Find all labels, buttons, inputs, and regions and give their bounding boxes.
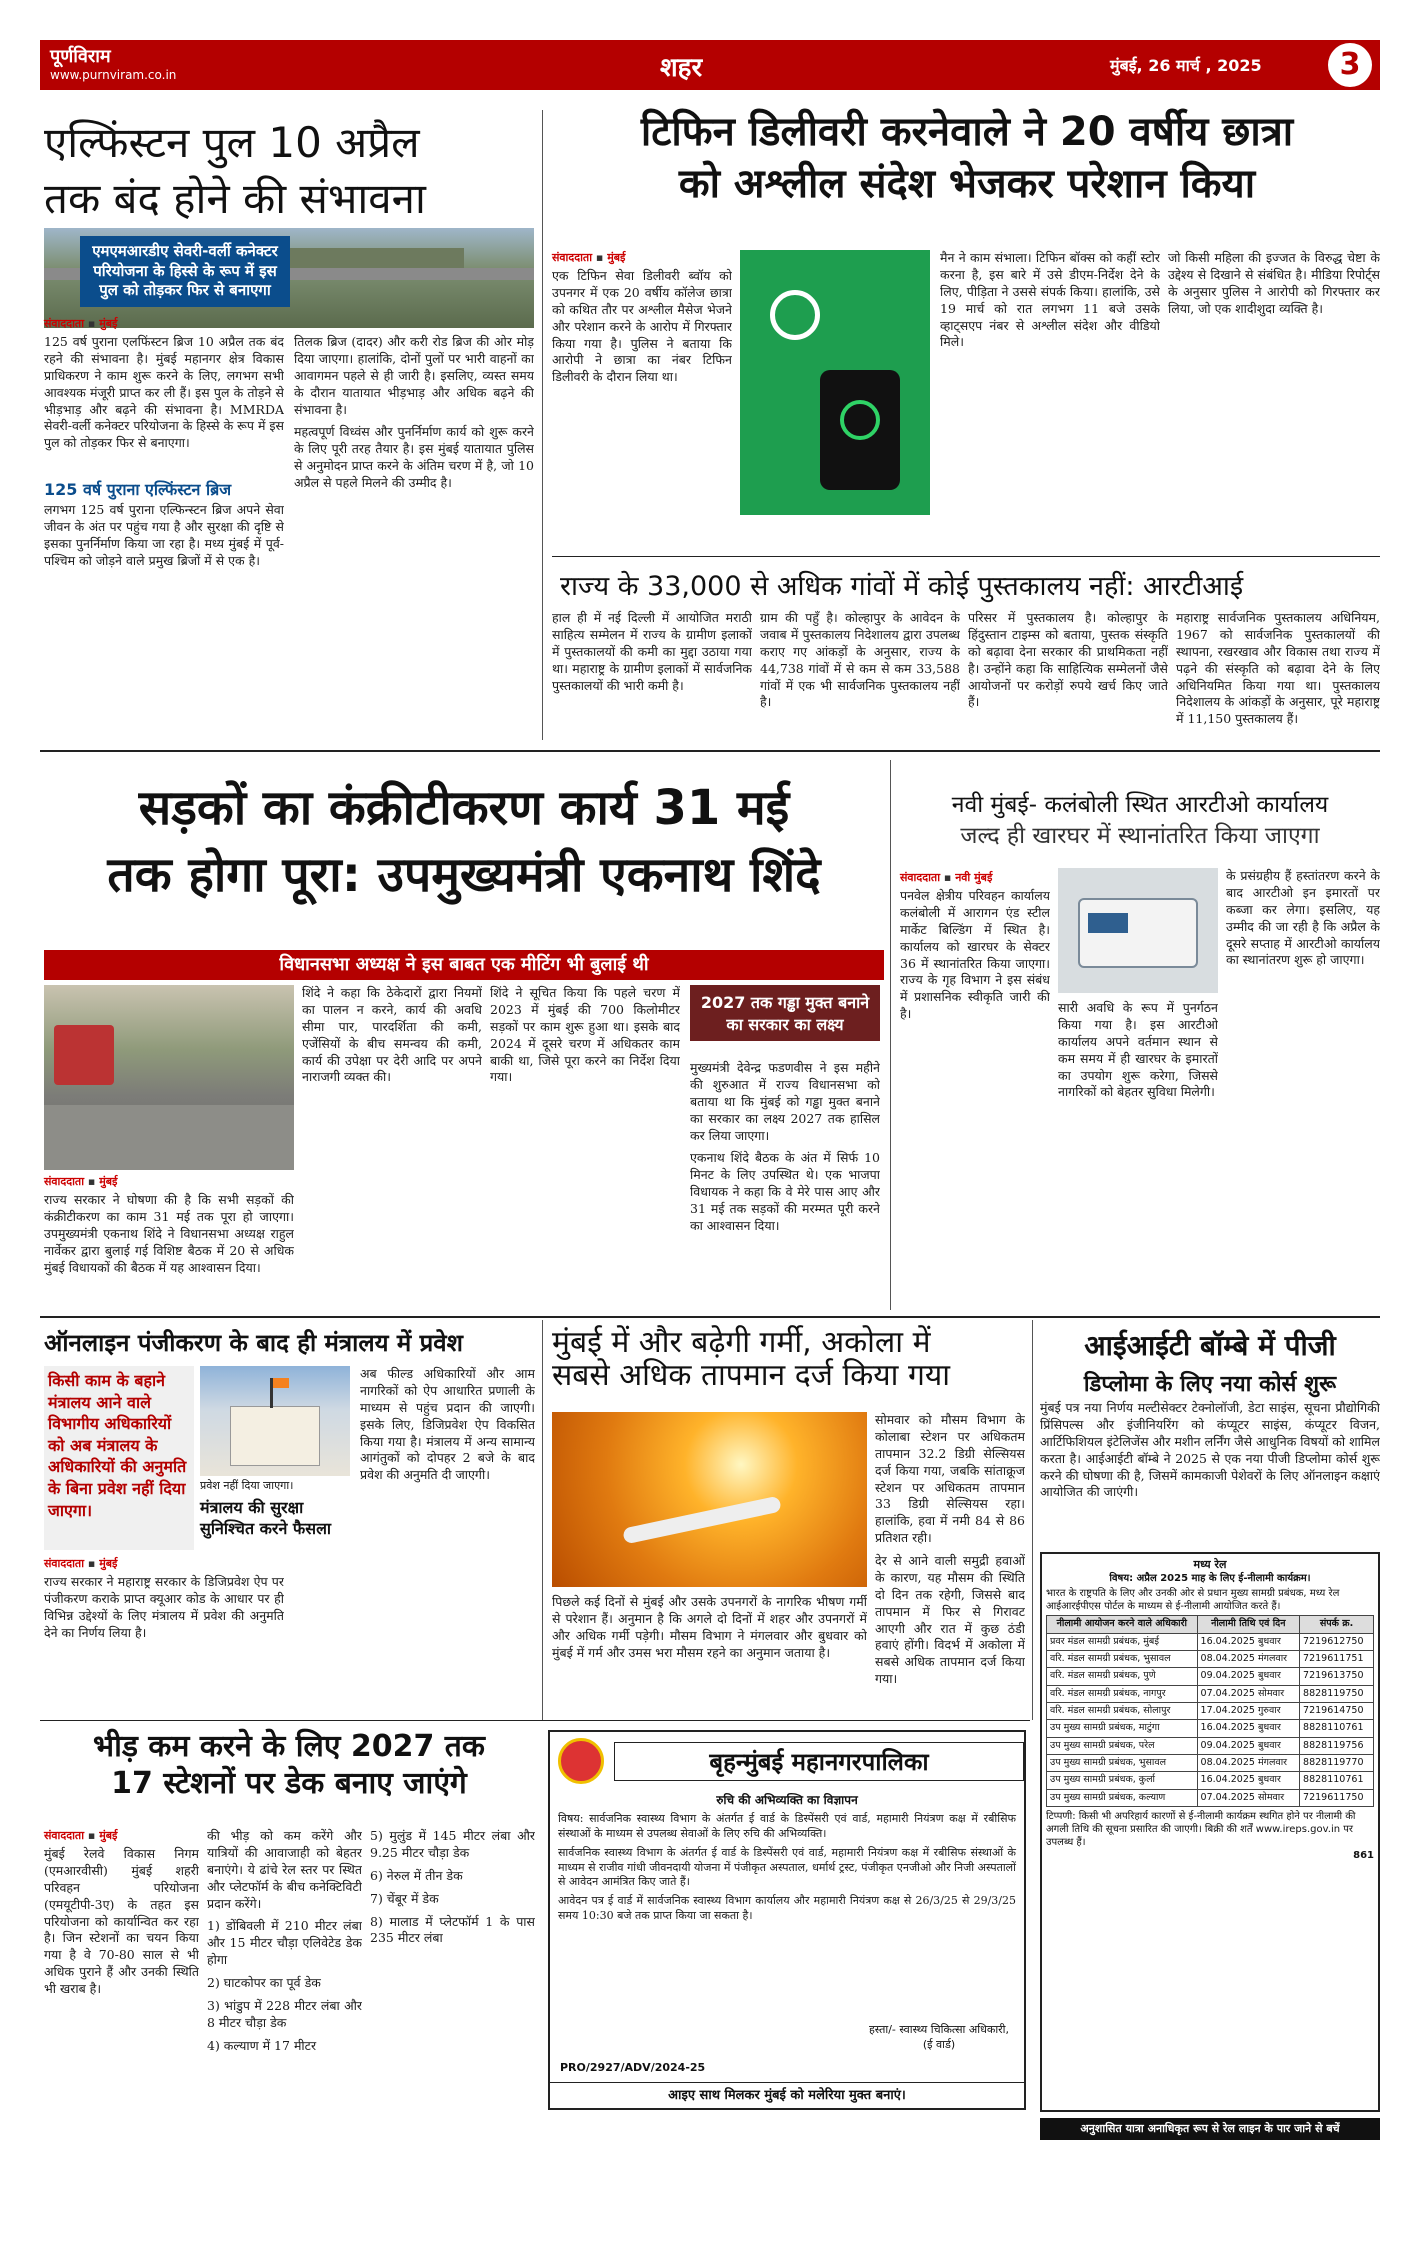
whatsapp-logo-icon — [770, 290, 820, 340]
bmc-ad-body-2: सार्वजनिक स्वास्थ्य विभाग के अंतर्गत ई वार्ड के डिस्पेंसरी एवं वार्ड, महामारी नियंत्रण कक्ष में रबीसिफ संस्थाओं के माध्यम से राजीव गांधी जीवनदायी योजना में पंजीकृत अस्पताल, धर्मार्थ ट्रस्ट, पंजीकृत एनजीओ और निजी अस्पतालों से आवेदन आमंत्रित किए जाते हैं। — [558, 1845, 1016, 1889]
heat-col-1 — [552, 1594, 867, 1704]
table-cell: 07.04.2025 सोमवार — [1197, 1685, 1300, 1702]
bridge-col-1b — [44, 502, 284, 732]
bridge-headline-line-1: एल्फिंस्टन पुल 10 अप्रैल — [44, 118, 420, 167]
railway-auction-table — [1046, 1615, 1374, 1807]
thermometer-icon — [622, 1496, 782, 1545]
roads-body-5: मुख्यमंत्री देवेन्द्र फडणवीस ने इस महीने की शुरुआत में राज्य विधानसभा को बताया था कि मुंबई को गड्ढा मुक्त बनाने का सरकार का लक्ष्य 2027 तक हासिल कर लिया जाएगा। — [690, 1060, 880, 1143]
mantralaya-dateline: संवाददाता ▪ मुंबई — [44, 1557, 118, 1570]
heat-body-1: पिछले कई दिनों से मुंबई और उसके उपनगरों के नागरिक भीषण गर्मी से परेशान हैं। अनुमान है कि अगले दो दिनों में शहर और उपनगरों में और अधिक गर्मी पड़ेगी। मौसम विभाग ने मंगलवार और बुधवार को मुंबई में गर्म और उमस भरा मौसम रहने का अनुमान जताया है। — [552, 1594, 867, 1660]
table-cell: 09.04.2025 बुधवार — [1197, 1668, 1300, 1685]
iit-body — [1040, 1400, 1380, 1542]
table-cell: 17.04.2025 गुरुवार — [1197, 1703, 1300, 1720]
table-row — [1047, 1703, 1374, 1720]
bridge-col-2 — [294, 334, 534, 734]
heat-body-2: सोमवार को मौसम विभाग के कोलाबा स्टेशन पर अधिकतम तापमान 32.2 डिग्री सेल्सियस दर्ज किया गया, जबकि सांताक्रूज स्टेशन पर अधिकतम तापमान 33 डिग्री सेल्सियस रहा। हालांकि, हवा में नमी 84 से 86 प्रतिशत रही। — [875, 1412, 1025, 1546]
dateline-city: मुंबई — [99, 1829, 118, 1842]
dateline-source: संवाददाता — [44, 1175, 85, 1188]
rto-body-3: सारी अवधि के रूप में पुनर्गठन किया गया है। इस आरटीओ कार्यालय अपने वर्तमान स्थान से कम समय में ही खारघर के इमारतों का उपयोग शुरू करेगा, जिससे नागरिकों को बेहतर सुविधा मिलेगी। — [1058, 1000, 1218, 1100]
mantralaya-building-photo — [200, 1366, 350, 1476]
tiffin-body-2: मैन ने काम संभाला। टिफिन बॉक्स को कहीं स्टोर करना है, इस बारे में उसे डीएम-निर्देश देने के लिए, पीड़िता ने उससे संपर्क किया। हालांकि, उसे 19 मार्च को रात लगभग 11 बजे उसके व्हाट्सएप नंबर से अश्लील संदेश और वीडियो मिले। — [940, 250, 1160, 350]
table-cell: 8828110761 — [1300, 1772, 1374, 1789]
heat-body-3: देर से आने वाली समुद्री हवाओं के कारण, यह मौसम की स्थिति दो दिन तक रहेगी, जिससे बाद तापमान में फिर से गिरावट आएगी और रात में कुछ ठंडी हवाएं होंगी। विदर्भ में अकोला में सबसे अधिक तापमान दर्ज किया गया। — [875, 1553, 1025, 1687]
bmc-ad-body-3: आवेदन पत्र ई वार्ड में सार्वजनिक स्वास्थ्य विभाग कार्यालय और महामारी नियंत्रण कक्ष से 26/3/25 से 29/3/25 समय 10:30 बजे तक प्राप्त किया जा सकता है। — [558, 1894, 1016, 1923]
rto-col-2 — [1058, 1000, 1218, 1308]
table-row — [1047, 1720, 1374, 1737]
list-item: 7) चेंबूर में डेक — [370, 1890, 439, 1906]
bmc-ad-slogan: आइए साथ मिलकर मुंबई को मलेरिया मुक्त बनाएं। — [550, 2082, 1024, 2108]
issue-date: मुंबई, 26 मार्च , 2025 — [1110, 56, 1262, 75]
table-cell: 16.04.2025 बुधवार — [1197, 1772, 1300, 1789]
bridge-body-3: तिलक ब्रिज (दादर) और करी रोड ब्रिज की ओर मोड़ दिया जाएगा। हालांकि, दोनों पुलों पर भारी वाहनों का आवागमन पहले से ही जारी है। इसलिए, व्यस्त समय के दौरान यातायात भीड़भाड़ और अधिक बढ़ने की संभावना है। — [294, 334, 534, 417]
table-cell: 08.04.2025 मंगलवार — [1197, 1650, 1300, 1667]
roads-dateline: संवाददाता ▪ मुंबई — [44, 1175, 118, 1188]
bmc-ad-signatory: हस्ता/- स्वास्थ्य चिकित्सा अधिकारी, (ई वार्ड) — [868, 2023, 1010, 2051]
rto-body-2: के प्रसंग्रहीय हैं हस्तांतरण करने के बाद आरटीओ इन इमारतों पर कब्जा कर लेगा। इसलिए, यह उम्मीद की जा रही है कि अप्रैल के दूसरे सप्ताह में आरटीओ कार्यालय का स्थानांतरण शुरू हो जाएगा। — [1226, 868, 1380, 968]
heat-headline-line-1: मुंबई में और बढ़ेगी गर्मी, अकोला में — [552, 1325, 931, 1360]
table-cell: 8828110761 — [1300, 1720, 1374, 1737]
table-row — [1047, 1772, 1374, 1789]
library-col-4 — [1176, 610, 1380, 740]
rto-col-3 — [1226, 868, 1380, 1308]
bridge-body-2: लगभग 125 वर्ष पुराना एल्फिन्स्टन ब्रिज अपने सेवा जीवन के अंत पर पहुंच गया है और सुरक्षा की दृष्टि से इसका पुनर्निर्माण किया जा रहा है। मध्य मुंबई में पूर्व-पश्चिम को जोड़ने वाले प्रमुख ब्रिजों में से एक है। — [44, 502, 284, 568]
list-item: 4) कल्याण में 17 मीटर — [207, 2037, 317, 2053]
list-item: 3) भांडुप में 228 मीटर लंबा और 8 मीटर चौड़ा डेक — [207, 1997, 362, 2030]
table-cell: 09.04.2025 बुधवार — [1197, 1737, 1300, 1754]
list-item: 2) घाटकोपर का पूर्व डेक — [207, 1975, 321, 1990]
tiffin-col-3 — [1168, 250, 1380, 550]
rto-vehicle-photo — [1058, 868, 1218, 993]
table-cell: वरि. मंडल सामग्री प्रबंधक, सोलापुर — [1047, 1703, 1198, 1720]
table-cell: 7219612750 — [1300, 1633, 1374, 1650]
library-headline: राज्य के 33,000 से अधिक गांवों में कोई पुस्तकालय नहीं: आरटीआई — [560, 571, 1244, 602]
table-row — [1047, 1789, 1374, 1806]
dateline-source: संवाददाता — [44, 1829, 85, 1842]
bmc-ad-sub: रुचि की अभिव्यक्ति का विज्ञापन — [716, 1793, 858, 1807]
table-cell: 7219613750 — [1300, 1668, 1374, 1685]
roads-body-1: राज्य सरकार ने घोषणा की है कि सभी सड़कों की कंक्रीटीकरण का काम 31 मई तक पूरा हो जाएगा। उपमुख्यमंत्री एकनाथ शिंदे ने विधानसभा अध्यक्ष राहुल नार्वेकर द्वारा बुलाई गई विशिष्ट बैठक में 20 से अधिक मुंबई विधायकों की बैठक में यह आश्वासन दिया। — [44, 1192, 294, 1275]
road-photo — [44, 985, 294, 1170]
library-body-2: ग्राम की पहुँ है। कोल्हापुर के आवेदन के जवाब में पुस्तकालय निदेशालय द्वारा उपलब्ध कराए गए आंकड़ों के अनुसार, राज्य के 44,738 गांवों में से कम से कम 33,588 गांवों में एक भी सार्वजनिक पुस्तकालय नहीं है। — [760, 610, 960, 710]
table-row — [1047, 1737, 1374, 1754]
roads-col-4 — [690, 1060, 880, 1305]
library-col-1 — [552, 610, 752, 740]
page-number: 3 — [1328, 43, 1372, 87]
roads-subhead: विधानसभा अध्यक्ष ने इस बाबत एक मीटिंग भी बुलाई थी — [44, 950, 884, 980]
tiffin-headline-line-1: टिफिन डिलीवरी करनेवाले ने 20 वर्षीय छात्रा — [640, 109, 1294, 155]
library-body-3: परिसर में पुस्तकालय है। कोल्हापुर के हिंदुस्तान टाइम्स को बताया, पुस्तक संस्कृति को बढ़ावा देना सरकार की प्राथमिकता नहीं है। उन्होंने कहा कि साहित्यिक सम्मेलनों जैसे आयोजनों पर करोड़ों रुपये खर्च किए जाते हैं। — [968, 610, 1168, 710]
library-body-4: महाराष्ट्र सार्वजनिक पुस्तकालय अधिनियम, 1967 को सार्वजनिक पुस्तकालयों की स्थापना, रखरखाव और विकास तथा राज्य में पढ़ने की संस्कृति को बढ़ावा देने के लिए अधिनियमित किया गया था। पुस्तकालय निदेशालय के आंकड़ों के अनुसार, पूरे महाराष्ट्र में 11,150 पुस्तकालय हैं। — [1176, 610, 1380, 727]
bmc-ad-body — [550, 1808, 1024, 2043]
paper-name: पूर्णविराम — [50, 46, 111, 67]
whatsapp-phone-photo — [740, 250, 930, 515]
dateline-source: संवाददाता — [44, 1557, 85, 1570]
table-cell: उप मुख्य सामग्री प्रबंधक, भुसावल — [1047, 1755, 1198, 1772]
dateline-city: मुंबई — [99, 317, 118, 330]
heat-headline — [552, 1326, 1022, 1392]
roads-body-3: शिंदे ने सूचित किया कि पहले चरण में 2023 में मुंबई की 700 किलोमीटर सड़कों पर काम शुरू हुआ था। इसके बाद 2024 में दूसरे चरण में अधिकतर काम बाकी था, जिसे पूरा करने का निर्देश दिया गया। — [490, 985, 680, 1085]
bmc-ad-body-1: विषय: सार्वजनिक स्वास्थ्य विभाग के अंतर्गत ई वार्ड के डिस्पेंसरी एवं वार्ड, महामारी नियंत्रण कक्ष में रबीसिफ संस्थाओं के माध्यम से उपलब्ध सेवाओं के लिए रुचि की अभिव्यक्ति। — [558, 1812, 1016, 1840]
table-cell: 8828119750 — [1300, 1685, 1374, 1702]
bmc-logo-icon — [558, 1738, 604, 1784]
dateline-city: नवी मुंबई — [955, 871, 993, 884]
table-cell: 7219611750 — [1300, 1789, 1374, 1806]
table-header: संपर्क क्र. — [1300, 1616, 1374, 1633]
mantralaya-body-1: राज्य सरकार ने महाराष्ट्र सरकार के डिजिप्रवेश ऐप पर पंजीकरण कराके प्राप्त क्यूआर कोड के आधार पर ही विभिन्न उद्देश्यों के लिए मंत्रालय में प्रवेश की अनुमति देने का निर्णय लिया है। — [44, 1574, 284, 1640]
dateline-city: मुंबई — [99, 1557, 118, 1570]
table-cell: वरि. मंडल सामग्री प्रबंधक, नागपुर — [1047, 1685, 1198, 1702]
stations-col-3 — [370, 1828, 535, 2138]
library-body-1: हाल ही में नई दिल्ली में आयोजित मराठी साहित्य सम्मेलन में राज्य के ग्रामीण इलाकों में पुस्तकालयों की कमी का मुद्दा उठाया गया था। महाराष्ट्र के ग्रामीण इलाकों में सार्वजनिक पुस्तकालयों की भारी कमी है। — [552, 610, 752, 693]
stations-col-2 — [207, 1828, 362, 2138]
table-cell: उप मुख्य सामग्री प्रबंधक, कुर्ला — [1047, 1772, 1198, 1789]
bridge-photo-caption: एमएमआरडीए सेवरी-वर्ली कनेक्टर परियोजना के हिस्से के रूप में इस पुल को तोड़कर फिर से बनाएगा — [80, 236, 290, 307]
tiffin-col-1 — [552, 268, 732, 538]
table-cell: 7219611751 — [1300, 1650, 1374, 1667]
iit-headline-line-2: डिप्लोमा के लिए नया कोर्स शुरू — [1083, 1372, 1337, 1397]
tiffin-body-1: एक टिफिन सेवा डिलीवरी ब्वॉय को उपनगर में एक 20 वर्षीय कॉलेज छात्रा को कथित तौर पर अश्लील मैसेज भेजने और परेशान करने के आरोप में गिरफ्तार किया गया है। पुलिस ने बताया कि आरोपी ने छात्रा का नंबर टिफिन डिलीवरी के दौरान लिया था। — [552, 268, 732, 385]
mantralaya-col-2 — [360, 1366, 535, 1706]
railway-ad-subject: विषय: अप्रैल 2025 माह के लिए ई-नीलामी कार्यक्रम। — [1109, 1573, 1311, 1585]
dateline-source: संवाददाता — [552, 251, 593, 264]
bridge-subhead: 125 वर्ष पुराना एल्फिंस्टन ब्रिज — [44, 480, 232, 499]
dateline-city: मुंबई — [607, 251, 626, 264]
list-item: 6) नेरुल में तीन डेक — [370, 1867, 463, 1883]
mantralaya-headline: ऑनलाइन पंजीकरण के बाद ही मंत्रालय में प्रवेश — [44, 1329, 463, 1357]
website: www.purnviram.co.in — [50, 68, 177, 82]
table-row — [1047, 1755, 1374, 1772]
roads-headline-line-1: सड़कों का कंक्रीटीकरण कार्य 31 मई — [138, 780, 790, 836]
table-cell: 7219614750 — [1300, 1703, 1374, 1720]
masthead — [40, 40, 1380, 90]
bmc-ad-header: बृहन्मुंबई महानगरपालिका — [614, 1742, 1024, 1781]
table-cell: 16.04.2025 बुधवार — [1197, 1633, 1300, 1650]
roads-col-2 — [302, 985, 482, 1305]
roads-col-1 — [44, 1192, 294, 1302]
table-cell: 8828119770 — [1300, 1755, 1374, 1772]
table-cell: उप मुख्य सामग्री प्रबंधक, माटुंगा — [1047, 1720, 1198, 1737]
bmc-ad — [548, 1730, 1026, 2110]
rto-body-1: पनवेल क्षेत्रीय परिवहन कार्यालय कलंबोली में आरागन एंड स्टील मार्केट बिल्डिंग में स्थित है। कार्यालय को खारघर के सेक्टर 36 में स्थानांतरित किया जाएगा। राज्य के गृह विभाग ने इस संबंध में प्रशासनिक स्वीकृति जारी की है। — [900, 888, 1050, 1022]
library-col-3 — [968, 610, 1168, 740]
tiffin-body-3: जो किसी महिला की इज्जत के विरुद्ध चेष्टा के उद्देश्य से दिखाने से संबंधित है। मीडिया रिपोर्ट्स के अनुसार पुलिस ने आरोपी को गिरफ्तार कर लिया, जो एक शादीशुदा व्यक्ति है। — [1168, 250, 1380, 316]
table-row — [1047, 1633, 1374, 1650]
heat-col-2 — [875, 1412, 1025, 1702]
bmc-ad-ref: PRO/2927/ADV/2024-25 — [560, 2061, 706, 2074]
table-header: नीलामी आयोजन करने वाले अधिकारी — [1047, 1616, 1198, 1633]
rto-headline — [900, 790, 1380, 852]
tiffin-dateline: संवाददाता ▪ मुंबई — [552, 251, 626, 264]
roads-body-4: एकनाथ शिंदे बैठक के अंत में सिर्फ 10 मिनट के लिए उपस्थित थे। एक भाजपा विधायक ने कहा कि वे मेरे पास आए और 31 मई तक सड़कों की मरम्मत पूरी करने का आश्वासन दिया। — [690, 1150, 880, 1233]
bridge-headline-line-2: तक बंद होने की संभावना — [44, 174, 426, 224]
list-item: 1) डोंबिवली में 210 मीटर लंबा और 15 मीटर चौड़ा एलिवेटेड डेक होगा — [207, 1918, 362, 1968]
stations-col-1 — [44, 1846, 199, 2136]
table-row — [1047, 1650, 1374, 1667]
roads-box-title: 2027 तक गड्ढा मुक्त बनाने का सरकार का लक्ष्य — [690, 985, 880, 1041]
table-cell: 08.04.2025 मंगलवार — [1197, 1755, 1300, 1772]
dateline-city: मुंबई — [99, 1175, 118, 1188]
tiffin-col-2 — [940, 250, 1160, 550]
iit-headline — [1040, 1326, 1380, 1398]
table-cell: उप मुख्य सामग्री प्रबंधक, कल्याण — [1047, 1789, 1198, 1806]
dateline-source: संवाददाता — [900, 871, 941, 884]
list-item: 5) मुलुंड में 145 मीटर लंबा और 9.25 मीटर चौड़ा डेक — [370, 1828, 535, 1860]
heat-headline-line-2: सबसे अधिक तापमान दर्ज किया गया — [552, 1358, 951, 1393]
rto-headline-line-2: जल्द ही खारघर में स्थानांतरित किया जाएगा — [960, 823, 1320, 850]
stations-dateline: संवाददाता ▪ मुंबई — [44, 1829, 118, 1842]
rto-col-1 — [900, 888, 1050, 1308]
roads-headline — [44, 782, 884, 902]
railway-ad-ref: 861 — [1353, 1850, 1374, 1862]
rto-headline-line-1: नवी मुंबई- कलंबोली स्थित आरटीओ कार्यालय — [951, 792, 1329, 818]
roads-col-3 — [490, 985, 680, 1305]
rto-dateline: संवाददाता ▪ नवी मुंबई — [900, 871, 993, 884]
mantralaya-security-heading: मंत्रालय की सुरक्षा सुनिश्चित करने फैसला — [200, 1498, 332, 1538]
table-cell: वरि. मंडल सामग्री प्रबंधक, भुसावल — [1047, 1650, 1198, 1667]
table-cell: 8828119756 — [1300, 1737, 1374, 1754]
stations-body-2: की भीड़ को कम करेंगे और यात्रियों की आवाजाही को बेहतर बनाएंगे। ये ढांचे रेल स्तर पर स्थित और प्लेटफॉर्म के बीच कनेक्टिविटी प्रदान करेंगे। — [207, 1828, 362, 1911]
table-cell: वरि. मंडल सामग्री प्रबंधक, पुणे — [1047, 1668, 1198, 1685]
railway-ad-footer: टिप्पणी: किसी भी अपरिहार्य कारणों से ई-नीलामी कार्यक्रम स्थगित होने पर नीलामी की अगली तिथि की सूचना प्रसारित की जाएगी। बिक्री की शर्तें www.ireps.gov.in पर उपलब्ध हैं। — [1046, 1811, 1356, 1849]
table-row — [1047, 1668, 1374, 1685]
roads-headline-line-2: तक होगा पूरा: उपमुख्यमंत्री एकनाथ शिंदे — [107, 846, 821, 903]
tiffin-headline-line-2: को अश्लील संदेश भेजकर परेशान किया — [678, 161, 1256, 207]
bridge-headline — [44, 120, 534, 222]
table-cell: उप मुख्य सामग्री प्रबंधक, परेल — [1047, 1737, 1198, 1754]
mantralaya-body-2: अब फील्ड अधिकारियों और आम नागरिकों को ऐप आधारित प्रणाली के माध्यम से पहुंच प्रदान की जाएगी। इसके लिए, डिजिप्रवेश ऐप विकसित किया गया है। मंत्रालय में अन्य सामान्य आगंतुकों को दोपहर 2 बजे के बाद प्रवेश की अनुमति दी जाएगी। — [360, 1366, 535, 1483]
bridge-body-4: महत्वपूर्ण विध्वंस और पुनर्निर्माण कार्य को शुरू करने के लिए पूरी तरह तैयार है। इस मुंबई यातायात पुलिस से अनुमोदन प्राप्त करने के अंतिम चरण में है, जो 10 अप्रैल से पहले मिलने की उम्मीद है। — [294, 424, 534, 490]
table-cell: प्रवर मंडल सामग्री प्रबंधक, मुंबई — [1047, 1633, 1198, 1650]
library-col-2 — [760, 610, 960, 740]
table-row — [1047, 1685, 1374, 1702]
iit-headline-line-1: आईआईटी बॉम्बे में पीजी — [1084, 1329, 1336, 1362]
table-cell: 16.04.2025 बुधवार — [1197, 1720, 1300, 1737]
bridge-dateline: संवाददाता ▪ मुंबई — [44, 317, 118, 330]
railway-ad-intro: भारत के राष्ट्रपति के लिए और उनकी ओर से प्रधान मुख्य सामग्री प्रबंधक, मध्य रेल आईआरईपीएस पोर्टल के माध्यम से ई-नीलामी आयोजित करते हैं। — [1046, 1588, 1340, 1613]
mantralaya-pull-quote: किसी काम के बहाने मंत्रालय आने वाले विभागीय अधिकारियों को अब मंत्रालय के अधिकारियों की अनुमति के बिना प्रवेश नहीं दिया जाएगा। — [44, 1366, 194, 1550]
stations-body-1: मुंबई रेलवे विकास निगम (एमआरवीसी) मुंबई शहरी परिवहन परियोजना (एमयूटीपी-3ए) के तहत इस परियोजना को कार्यान्वित कर रहा है। जिन स्टेशनों का चयन किया गया है वे 70-80 साल से भी अधिक पुराने हैं और उनकी स्थिति भी खराब है। — [44, 1846, 199, 1996]
railway-ad-title: मध्य रेल — [1193, 1558, 1227, 1571]
railway-ad — [1040, 1552, 1380, 2112]
stations-headline-line-1: भीड़ कम करने के लिए 2027 तक — [93, 1729, 485, 1764]
heat-thermometer-photo — [552, 1412, 867, 1587]
mantralaya-photo-caption: प्रवेश नहीं दिया जाएगा। — [200, 1479, 294, 1492]
bridge-col-1 — [44, 334, 284, 474]
whatsapp-logo-icon-2 — [840, 400, 880, 440]
railway-bottom-bar: अनुशासित यात्रा अनाधिकृत रूप से रेल लाइन के पार जाने से बचें — [1040, 2118, 1380, 2140]
dateline-source: संवाददाता — [44, 317, 85, 330]
tiffin-headline — [552, 110, 1382, 206]
table-cell: 07.04.2025 सोमवार — [1197, 1789, 1300, 1806]
roads-body-2: शिंदे ने कहा कि ठेकेदारों द्वारा नियमों का पालन न करने, कार्य की अवधि सीमा पार, पारदर्शिता की कमी, एजेंसियों के बीच समन्वय की कमी, कार्य की उपेक्षा पर देरी आदि पर अपने नाराजगी व्यक्त की। — [302, 985, 482, 1085]
stations-headline-line-2: 17 स्टेशनों पर डेक बनाए जाएंगे — [111, 1766, 467, 1801]
table-header: नीलामी तिथि एवं दिन — [1197, 1616, 1300, 1633]
section-name: शहर — [660, 53, 703, 83]
mantralaya-col-1 — [44, 1574, 284, 1704]
iit-body-text: मुंबई पत्र नया निर्णय मल्टीसेक्टर टेक्नोलॉजी, डेटा साइंस, सूचना प्रौद्योगिकी प्रिंसिपल्स और इंजीनियरिंग को कंप्यूटर साइंस, कंप्यूटर विजन, आर्टिफिशियल इंटेलिजेंस और मशीन लर्निंग जैसे आधुनिक विषयों को शामिल करता है। आईआईटी बॉम्बे ने 2025 से एक नया पीजी डिप्लोमा कोर्स शुरू करने की घोषणा की है, जिसमें कामकाजी पेशेवरों के लिए ऑनलाइन कक्षाएं आयोजित की जाएंगी। — [1040, 1400, 1380, 1500]
list-item: 8) मालाड में प्लेटफॉर्म 1 के पास 235 मीटर लंबा — [370, 1913, 535, 1946]
stations-headline — [44, 1730, 534, 1800]
bridge-body-1: 125 वर्ष पुराना एलफिंस्टन ब्रिज 10 अप्रैल तक बंद रहने की संभावना है। मुंबई महानगर क्षेत्र विकास प्राधिकरण ने काम शुरू करने के लिए, लगभग सभी आवश्यक मंजूरी प्राप्त कर ली हैं। इस पुल के तोड़ने से भीड़भाड़ और बढ़ने की संभावना है। MMRDA सेवरी-वर्ली कनेक्टर परियोजना के हिस्से के रूप में इस पुल को तोड़कर फिर से बनाएगा। — [44, 334, 284, 451]
